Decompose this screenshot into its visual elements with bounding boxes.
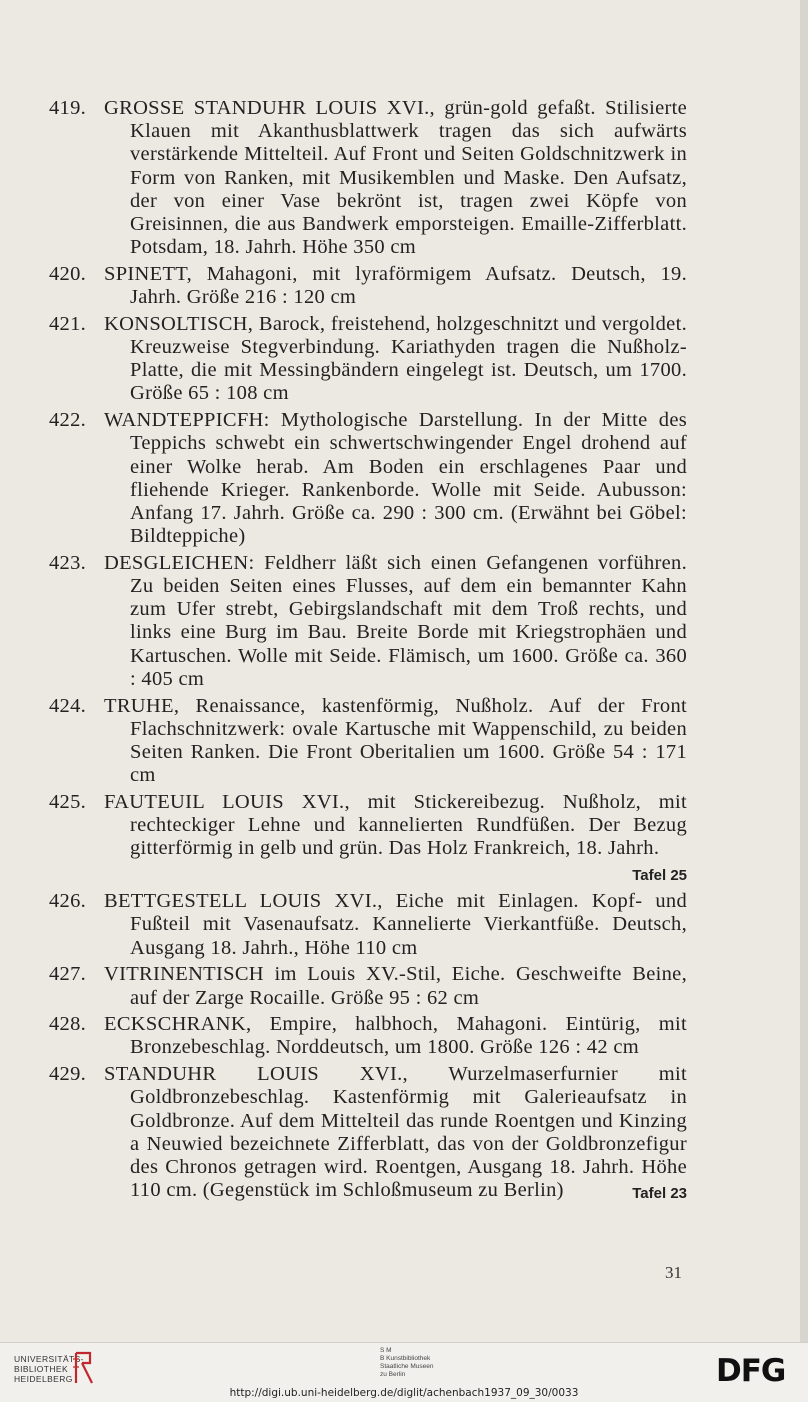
- plate-reference: Tafel 23: [632, 1185, 687, 1203]
- entry-text: VITRINENTISCH im Louis XV.-Stil, Eiche. Geschweifte Beine, auf der Zarge Rocaille. Größe 95 : 62 cm: [104, 963, 687, 1009]
- entry-number: 429.: [49, 1063, 87, 1086]
- entry-number: 421.: [49, 312, 87, 335]
- entry-text: DESGLEICHEN: Feldherr läßt sich einen Gefangenen vorführen. Zu beiden Seiten eines Flusses, auf dem ein bemannter Kahn zum Ufer strebt, Gebirgslandschaft mit dem Troß rechts, und links eine Burg im Bau. Breite Borde mit Kriegstrophäen und Kartuschen. Wolle mit Seide. Flämisch, um 1600. Größe ca. 360 : 405 cm: [104, 551, 687, 690]
- kb-line: Staatliche Museen: [380, 1363, 434, 1370]
- entry-description: [104, 97, 687, 259]
- page-number: 31: [665, 1263, 682, 1282]
- entry-description: [104, 552, 687, 691]
- entry-number: 420.: [49, 262, 87, 285]
- catalogue-entry: [49, 963, 687, 1009]
- dfg-logo[interactable]: DFG: [716, 1353, 786, 1389]
- entry-text: SPINETT, Mahagoni, mit lyraförmigem Aufsatz. Deutsch, 19. Jahrh. Größe 216 : 120 cm: [104, 262, 687, 309]
- entry-description: [104, 1063, 687, 1205]
- university-mark-icon: [72, 1351, 96, 1385]
- entry-description: [104, 963, 687, 1009]
- entry-number: 423.: [49, 551, 87, 574]
- entry-number: 424.: [49, 694, 87, 717]
- catalogue-entry: [49, 263, 687, 309]
- entry-number: 419.: [49, 97, 87, 119]
- catalogue-entry: [49, 97, 687, 259]
- entry-description: [104, 1013, 687, 1059]
- catalogue-entry: [49, 1063, 687, 1205]
- uni-logo-line: BIBLIOTHEK: [14, 1364, 69, 1374]
- permalink-url[interactable]: http://digi.ub.uni-heidelberg.de/diglit/achenbach1937_09_30/0033: [229, 1387, 579, 1399]
- kb-line: B Kunstbibliothek: [380, 1355, 431, 1362]
- entry-number: 427.: [49, 963, 87, 986]
- entry-number: 426.: [49, 890, 87, 913]
- entry-description: [104, 409, 687, 548]
- entry-text: WANDTEPPICFH: Mythologische Darstellung. In der Mitte des Teppichs schwebt ein schwertschwingender Engel drohend auf einer Wolke herab. Am Boden ein erschlagenes Paar und fliehende Krieger. Rankenborde. Wolle mit Seide. Aubusson: Anfang 17. Jahrh. Größe ca. 290 : 300 cm. (Erwähnt bei Göbel: Bildteppiche): [104, 409, 687, 548]
- entry-description: [104, 791, 687, 887]
- entry-description: [104, 263, 687, 309]
- entry-text: GROSSE STANDUHR LOUIS XVI., grün-gold gefaßt. Stilisierte Klauen mit Akanthusblattwerk tragen das sich aufwärts verstärkende Mittelteil. Auf Front und Seiten Goldschnitzwerk in Form von Ranken, mit Musikemblen und Maske. Den Aufsatz, der von einer Vase bekrönt ist, tragen zwei Köpfe von Greisinnen, die aus Bandwerk emporsteigen. Emaille-Zifferblatt. Potsdam, 18. Jahrh. Höhe 350 cm: [104, 97, 687, 259]
- entry-number: 422.: [49, 409, 87, 432]
- kb-line: zu Berlin: [380, 1371, 406, 1378]
- catalogue-entry: [49, 313, 687, 406]
- entry-number: 428.: [49, 1013, 87, 1036]
- entry-text: TRUHE, Renaissance, kastenförmig, Nußholz. Auf der Front Flachschnitzwerk: ovale Kartusche mit Wappenschild, zu beiden Seiten Ranken. Die Front Oberitalien um 1600. Größe 54 : 171 cm: [104, 694, 687, 787]
- entry-text: KONSOLTISCH, Barock, freistehend, holzgeschnitzt und vergoldet. Kreuzweise Stegverbindung. Kariathyden tragen die Nußholz-Platte, die mit Messingbändern eingelegt ist. Deutsch, um 1700. Größe 65 : 108 cm: [104, 312, 687, 405]
- entry-description: [104, 890, 687, 960]
- entry-number: 425.: [49, 790, 87, 813]
- catalogue-entries: [49, 97, 687, 1209]
- kb-line: S M: [380, 1347, 392, 1354]
- entry-description: [104, 313, 687, 406]
- entry-description: [104, 695, 687, 788]
- catalogue-entry: [49, 552, 687, 691]
- catalogue-entry: [49, 409, 687, 548]
- entry-text: ECKSCHRANK, Empire, halbhoch, Mahagoni. Eintürig, mit Bronzebeschlag. Norddeutsch, um 1800. Größe 126 : 42 cm: [104, 1013, 687, 1059]
- plate-reference: Tafel 25: [632, 866, 687, 884]
- uni-logo-line: HEIDELBERG: [14, 1374, 73, 1384]
- entry-text: BETTGESTELL LOUIS XVI., Eiche mit Einlagen. Kopf- und Fußteil mit Vasenaufsatz. Kannelierte Vierkantfüße. Deutsch, Ausgang 18. Jahrh., Höhe 110 cm: [104, 890, 687, 959]
- catalogue-entry: [49, 890, 687, 960]
- uni-logo-line: UNIVERSITÄTS-: [14, 1354, 84, 1364]
- catalogue-entry: [49, 695, 687, 788]
- catalogue-entry: [49, 1013, 687, 1059]
- kunstbibliothek-logo[interactable]: [380, 1347, 433, 1379]
- catalogue-entry: [49, 791, 687, 887]
- entry-text: STANDUHR LOUIS XVI., Wurzelmaserfurnier mit Goldbronzebeschlag. Kastenförmig mit Galerieaufsatz in Goldbronze. Auf dem Mittelteil das runde Roentgen und Kinzing a Neuwied bezeichnete Zifferblatt, das von der Goldbronzefigur des Chronos getragen wird. Roentgen, Ausgang 18. Jahrh. Höhe 110 cm. (Gegenstück im Schloßmuseum zu Berlin): [104, 1063, 687, 1202]
- entry-text: FAUTEUIL LOUIS XVI., mit Stickereibezug. Nußholz, mit rechteckiger Lehne und kannelierten Rundfüßen. Der Bezug gitterförmig in gelb und grün. Das Holz Frankreich, 18. Jahrh.: [104, 790, 687, 860]
